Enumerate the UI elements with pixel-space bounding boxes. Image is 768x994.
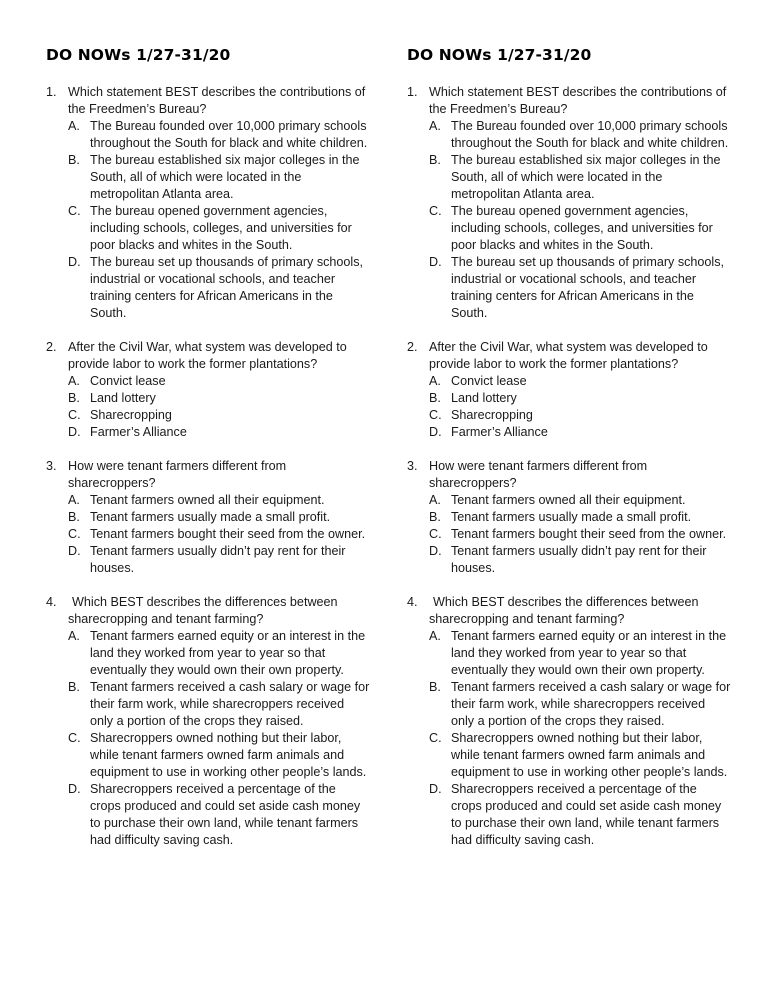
question-text: How were tenant farmers different from sharecroppers? [68, 459, 287, 490]
question-list [30, 84, 370, 849]
question-4 [391, 594, 731, 849]
option-letter: A. [68, 493, 80, 507]
option-text: Sharecropping [90, 408, 172, 422]
option-letter: B. [68, 680, 80, 694]
question-text: Which BEST describes the differences between sharecropping and tenant farming? [429, 595, 699, 626]
option-text: The Bureau founded over 10,000 primary schools throughout the South for black and white children. [451, 119, 729, 150]
option-letter: A. [68, 374, 80, 388]
answer-option-c [391, 203, 731, 254]
answer-option-a [30, 118, 370, 152]
answer-option-c [30, 407, 370, 424]
option-text: Farmer’s Alliance [90, 425, 187, 439]
option-letter: C. [429, 527, 442, 541]
option-text: Sharecroppers received a percentage of the crops produced and could set aside cash money to purchase their own land, while tenant farmers had difficulty saving cash. [90, 782, 361, 847]
option-letter: D. [68, 544, 81, 558]
answer-option-c [30, 730, 370, 781]
question-number: 1. [407, 85, 418, 99]
answer-option-c [391, 407, 731, 424]
answer-option-d [30, 543, 370, 577]
option-text: Sharecropping [451, 408, 533, 422]
option-letter: D. [68, 425, 81, 439]
option-text: Tenant farmers bought their seed from the owner. [451, 527, 727, 541]
option-text: Convict lease [451, 374, 527, 388]
answer-option-b [391, 152, 731, 203]
question-3 [391, 458, 731, 577]
option-text: Sharecroppers owned nothing but their labor, while tenant farmers owned farm animals and equipment to use in working other people’s lands. [90, 731, 367, 779]
option-text: The bureau set up thousands of primary schools, industrial or vocational schools, and teacher training centers for African Americans in the South. [451, 255, 725, 320]
question-text: After the Civil War, what system was developed to provide labor to work the former plantations? [429, 340, 708, 371]
option-text: Tenant farmers earned equity or an interest in the land they worked from year to year so that eventually they would own their own property. [90, 629, 366, 677]
option-text: The bureau established six major colleges in the South, all of which were located in the metropolitan Atlanta area. [451, 153, 721, 201]
option-letter: C. [68, 527, 81, 541]
answer-option-d [391, 543, 731, 577]
answer-option-a [391, 118, 731, 152]
option-letter: A. [68, 119, 80, 133]
answer-option-b [30, 390, 370, 407]
question-text: Which BEST describes the differences between sharecropping and tenant farming? [68, 595, 338, 626]
option-text: Tenant farmers received a cash salary or wage for their farm work, while sharecroppers received only a portion of the crops they raised. [90, 680, 370, 728]
answer-option-d [391, 424, 731, 441]
option-text: Tenant farmers usually didn’t pay rent for their houses. [451, 544, 707, 575]
question-list [391, 84, 731, 849]
option-letter: B. [68, 391, 80, 405]
answer-option-a [30, 492, 370, 509]
answer-option-b [30, 679, 370, 730]
answer-option-a [30, 628, 370, 679]
option-letter: D. [429, 255, 442, 269]
page-title: DO NOWs 1/27-31/20 [407, 46, 592, 64]
option-letter: A. [429, 493, 441, 507]
option-letter: B. [429, 153, 441, 167]
option-text: Tenant farmers owned all their equipment. [451, 493, 686, 507]
option-letter: D. [68, 782, 81, 796]
option-text: Tenant farmers received a cash salary or wage for their farm work, while sharecroppers received only a portion of the crops they raised. [451, 680, 731, 728]
option-letter: D. [429, 782, 442, 796]
option-letter: C. [429, 731, 442, 745]
option-letter: B. [68, 510, 80, 524]
answer-option-a [391, 373, 731, 390]
option-letter: C. [68, 408, 81, 422]
question-text: How were tenant farmers different from sharecroppers? [429, 459, 648, 490]
question-text: Which statement BEST describes the contributions of the Freedmen’s Bureau? [68, 85, 366, 116]
answer-option-d [391, 781, 731, 849]
option-text: The bureau set up thousands of primary schools, industrial or vocational schools, and teacher training centers for African Americans in the South. [90, 255, 364, 320]
answer-option-b [30, 509, 370, 526]
answer-options [391, 628, 731, 849]
question-1 [391, 84, 731, 322]
answer-option-b [391, 390, 731, 407]
answer-option-c [30, 526, 370, 543]
option-letter: B. [429, 680, 441, 694]
question-4 [30, 594, 370, 849]
option-letter: B. [429, 510, 441, 524]
option-text: The Bureau founded over 10,000 primary schools throughout the South for black and white children. [90, 119, 368, 150]
answer-options [30, 492, 370, 577]
question-text: Which statement BEST describes the contributions of the Freedmen’s Bureau? [429, 85, 727, 116]
answer-option-a [30, 373, 370, 390]
option-letter: D. [429, 425, 442, 439]
option-text: Tenant farmers owned all their equipment. [90, 493, 325, 507]
answer-option-a [391, 492, 731, 509]
answer-option-d [391, 254, 731, 322]
option-letter: C. [429, 204, 442, 218]
question-number: 4. [407, 595, 418, 609]
page-title: DO NOWs 1/27-31/20 [46, 46, 231, 64]
option-letter: A. [429, 374, 441, 388]
option-text: The bureau established six major colleges in the South, all of which were located in the metropolitan Atlanta area. [90, 153, 360, 201]
option-text: Sharecroppers received a percentage of the crops produced and could set aside cash money to purchase their own land, while tenant farmers had difficulty saving cash. [451, 782, 722, 847]
answer-option-c [391, 526, 731, 543]
option-text: Land lottery [451, 391, 517, 405]
question-number: 3. [46, 459, 57, 473]
question-1 [30, 84, 370, 322]
question-number: 1. [46, 85, 57, 99]
option-text: Land lottery [90, 391, 156, 405]
answer-options [30, 628, 370, 849]
answer-options [30, 118, 370, 322]
option-letter: B. [429, 391, 441, 405]
answer-option-b [391, 509, 731, 526]
answer-option-c [30, 203, 370, 254]
option-text: Tenant farmers usually made a small profit. [451, 510, 692, 524]
question-number: 2. [407, 340, 418, 354]
question-2 [30, 339, 370, 441]
option-letter: C. [429, 408, 442, 422]
answer-option-a [391, 628, 731, 679]
option-text: Tenant farmers usually didn’t pay rent for their houses. [90, 544, 346, 575]
option-text: Farmer’s Alliance [451, 425, 548, 439]
answer-option-b [391, 679, 731, 730]
answer-option-d [30, 254, 370, 322]
option-text: Convict lease [90, 374, 166, 388]
answer-option-d [30, 781, 370, 849]
question-number: 4. [46, 595, 57, 609]
option-letter: C. [68, 204, 81, 218]
answer-option-d [30, 424, 370, 441]
option-letter: C. [68, 731, 81, 745]
question-number: 2. [46, 340, 57, 354]
option-text: The bureau opened government agencies, including schools, colleges, and universities for poor blacks and whites in the South. [451, 204, 713, 252]
answer-options [391, 373, 731, 441]
option-text: Tenant farmers usually made a small profit. [90, 510, 331, 524]
answer-options [391, 118, 731, 322]
option-letter: D. [429, 544, 442, 558]
option-text: Sharecroppers owned nothing but their labor, while tenant farmers owned farm animals and equipment to use in working other people’s lands. [451, 731, 728, 779]
question-number: 3. [407, 459, 418, 473]
option-letter: D. [68, 255, 81, 269]
answer-options [391, 492, 731, 577]
question-3 [30, 458, 370, 577]
question-2 [391, 339, 731, 441]
option-text: Tenant farmers earned equity or an interest in the land they worked from year to year so that eventually they would own their own property. [451, 629, 727, 677]
option-letter: A. [68, 629, 80, 643]
option-letter: A. [429, 629, 441, 643]
answer-option-c [391, 730, 731, 781]
option-letter: A. [429, 119, 441, 133]
answer-options [30, 373, 370, 441]
answer-option-b [30, 152, 370, 203]
option-letter: B. [68, 153, 80, 167]
option-text: Tenant farmers bought their seed from the owner. [90, 527, 366, 541]
option-text: The bureau opened government agencies, including schools, colleges, and universities for poor blacks and whites in the South. [90, 204, 352, 252]
question-text: After the Civil War, what system was developed to provide labor to work the former plantations? [68, 340, 347, 371]
